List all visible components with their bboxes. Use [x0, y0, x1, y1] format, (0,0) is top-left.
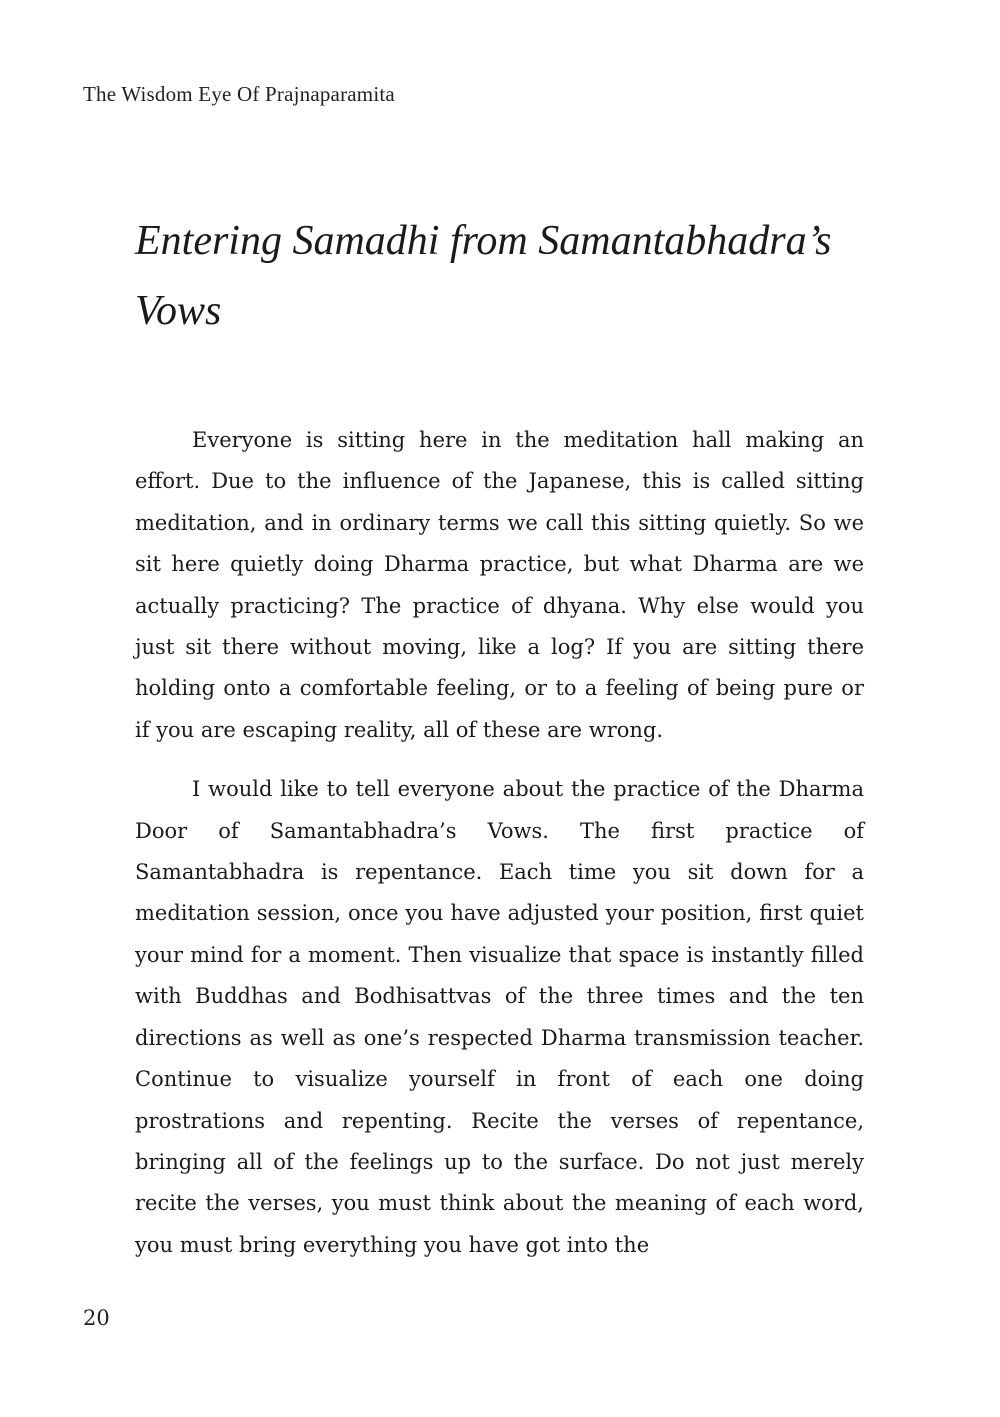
chapter-title: Entering Samadhi from Samantabhadra’s Vows: [135, 218, 832, 334]
paragraph: I would like to tell everyone about the practice of the Dharma Door of Samantabhadra’s Vows. The first practice of Samantabhadra is repentance. Each time you sit down for a meditation session, once you have adjusted your position, first quiet your mind for a moment. Then visualize that space is instantly filled with Buddhas and Bodhisattvas of the three times and the ten directions as well as one’s respected Dharma transmission teacher. Continue to visualize yourself in front of each one doing prostrations and repenting. Recite the verses of repentance, bringing all of the feelings up to the surface. Do not just merely recite the verses, you must think about the meaning of each word, you must bring everything you have got into the: [135, 777, 864, 1257]
paragraph: Everyone is sitting here in the meditation hall making an effort. Due to the influence of the Japanese, this is called sitting meditation, and in ordinary terms we call this sitting quietly. So we sit here quietly doing Dharma practice, but what Dharma are we actually practicing? The practice of dhyana. Why else would you just sit there without moving, like a log? If you are sitting there holding onto a comfortable feeling, or to a feeling of being pure or if you are escaping reality, all of these are wrong.: [135, 428, 864, 742]
page-number: 20: [83, 1306, 110, 1330]
running-header: The Wisdom Eye Of Prajnaparamita: [83, 82, 395, 106]
body-text: [135, 420, 864, 1284]
